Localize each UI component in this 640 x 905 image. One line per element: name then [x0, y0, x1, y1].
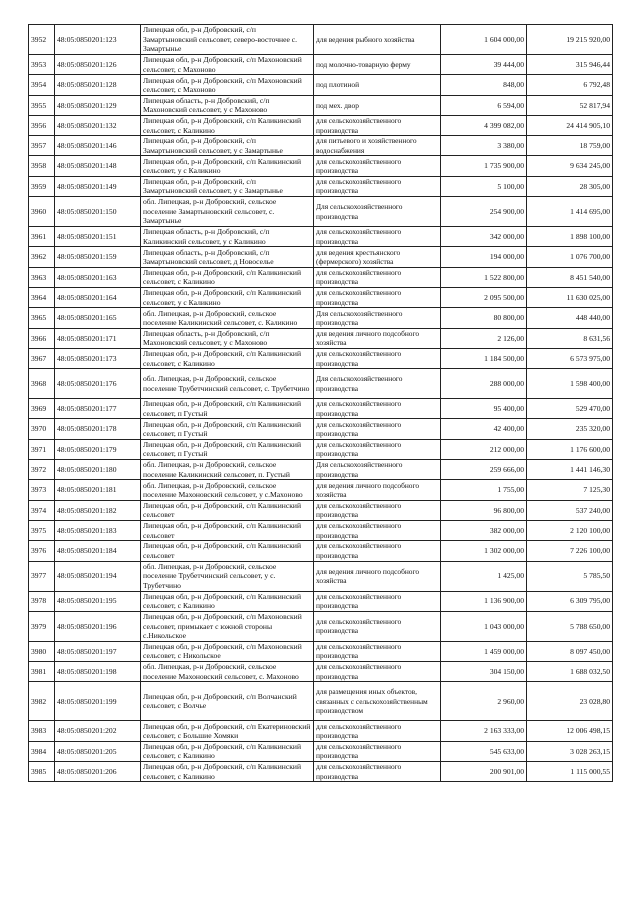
area-cell: 4 399 082,00 — [441, 115, 527, 135]
land-use-cell: для сельскохозяйственного производства — [314, 662, 441, 682]
address-cell: Липецкая область, р-н Добровский, с/п Каликинский сельсовет, у с Каликино — [141, 227, 314, 247]
cadastral-value-cell: 18 759,00 — [527, 136, 613, 156]
table-row — [29, 267, 613, 287]
area-cell: 1 043 000,00 — [441, 611, 527, 641]
area-cell: 212 000,00 — [441, 439, 527, 459]
cadastral-value-cell: 1 176 600,00 — [527, 439, 613, 459]
cadastral-number-cell: 48:05:0850201:149 — [55, 176, 141, 196]
address-cell: Липецкая обл, р-н Добровский, с/п Каликинский сельсовет, п Густый — [141, 439, 314, 459]
land-use-cell: под плотиной — [314, 75, 441, 95]
cadastral-number-cell: 48:05:0850201:165 — [55, 308, 141, 328]
cadastral-number-cell: 48:05:0850201:206 — [55, 762, 141, 782]
area-cell: 288 000,00 — [441, 369, 527, 399]
cadastral-number-cell: 48:05:0850201:196 — [55, 611, 141, 641]
address-cell: обл. Липецкая, р-н Добровский, сельское поселение Каликинский сельсовет, с. Каликино — [141, 308, 314, 328]
cadastral-value-cell: 52 817,94 — [527, 95, 613, 115]
address-cell: обл. Липецкая, р-н Добровский, сельское поселение Махоновский сельсовет, у с.Махоново — [141, 480, 314, 500]
table-row — [29, 662, 613, 682]
area-cell: 259 666,00 — [441, 460, 527, 480]
row-number-cell: 3974 — [29, 500, 55, 520]
address-cell: Липецкая обл, р-н Добровский, с/п Каликинский сельсовет, у с Каликино — [141, 156, 314, 176]
land-use-cell: для питьевого и хозяйственного водоснабжения — [314, 136, 441, 156]
cadastral-value-cell: 23 028,80 — [527, 682, 613, 721]
land-use-cell: для ведения личного подсобного хозяйства — [314, 328, 441, 348]
cadastral-value-cell: 448 440,00 — [527, 308, 613, 328]
row-number-cell: 3954 — [29, 75, 55, 95]
area-cell: 42 400,00 — [441, 419, 527, 439]
area-cell: 342 000,00 — [441, 227, 527, 247]
area-cell: 194 000,00 — [441, 247, 527, 267]
address-cell: Липецкая обл, р-н Добровский, с/п Замартыновский сельсовет, северо-восточнее с. Замартынье — [141, 25, 314, 55]
cadastral-number-cell: 48:05:0850201:205 — [55, 741, 141, 761]
table-row — [29, 460, 613, 480]
land-use-cell: для ведения рыбного хозяйства — [314, 25, 441, 55]
row-number-cell: 3985 — [29, 762, 55, 782]
land-use-cell: для сельскохозяйственного производства — [314, 641, 441, 661]
area-cell: 5 100,00 — [441, 176, 527, 196]
cadastral-number-cell: 48:05:0850201:199 — [55, 682, 141, 721]
land-use-cell: для сельскохозяйственного производства — [314, 287, 441, 307]
area-cell: 1 735 900,00 — [441, 156, 527, 176]
row-number-cell: 3957 — [29, 136, 55, 156]
land-use-cell: для сельскохозяйственного производства — [314, 227, 441, 247]
area-cell: 80 800,00 — [441, 308, 527, 328]
land-use-cell: для сельскохозяйственного производства — [314, 156, 441, 176]
table-row — [29, 762, 613, 782]
address-cell: Липецкая обл, р-н Добровский, с/п Волчанский сельсовет, с Волчье — [141, 682, 314, 721]
row-number-cell: 3977 — [29, 561, 55, 591]
area-cell: 382 000,00 — [441, 520, 527, 540]
cadastral-number-cell: 48:05:0850201:148 — [55, 156, 141, 176]
area-cell: 200 901,00 — [441, 762, 527, 782]
document-page — [28, 24, 612, 782]
address-cell: Липецкая обл, р-н Добровский, с/п Каликинский сельсовет, с Каликино — [141, 348, 314, 368]
address-cell: Липецкая обл, р-н Добровский, с/п Каликинский сельсовет — [141, 541, 314, 561]
row-number-cell: 3956 — [29, 115, 55, 135]
table-row — [29, 541, 613, 561]
land-use-cell: для сельскохозяйственного производства — [314, 520, 441, 540]
address-cell: обл. Липецкая, р-н Добровский, сельское поселение Махоновский сельсовет, с. Махоново — [141, 662, 314, 682]
row-number-cell: 3971 — [29, 439, 55, 459]
cadastral-number-cell: 48:05:0850201:171 — [55, 328, 141, 348]
cadastral-value-cell: 1 898 100,00 — [527, 227, 613, 247]
table-row — [29, 55, 613, 75]
cadastral-number-cell: 48:05:0850201:202 — [55, 721, 141, 741]
cadastral-value-cell: 5 785,50 — [527, 561, 613, 591]
land-use-cell: для сельскохозяйственного производства — [314, 611, 441, 641]
table-row — [29, 520, 613, 540]
address-cell: Липецкая обл, р-н Добровский, с/п Замартыновский сельсовет, у с Замартынье — [141, 136, 314, 156]
cadastral-value-cell: 1 441 146,30 — [527, 460, 613, 480]
land-use-cell: для сельскохозяйственного производства — [314, 762, 441, 782]
cadastral-number-cell: 48:05:0850201:146 — [55, 136, 141, 156]
area-cell: 1 302 000,00 — [441, 541, 527, 561]
table-row — [29, 328, 613, 348]
table-row — [29, 25, 613, 55]
cadastral-number-cell: 48:05:0850201:197 — [55, 641, 141, 661]
row-number-cell: 3955 — [29, 95, 55, 115]
table-row — [29, 348, 613, 368]
area-cell: 304 150,00 — [441, 662, 527, 682]
cadastral-number-cell: 48:05:0850201:194 — [55, 561, 141, 591]
address-cell: Липецкая область, р-н Добровский, с/п Замартыновский сельсовет, д Новоселье — [141, 247, 314, 267]
cadastral-value-cell: 12 006 498,15 — [527, 721, 613, 741]
table-row — [29, 287, 613, 307]
area-cell: 96 800,00 — [441, 500, 527, 520]
cadastral-number-cell: 48:05:0850201:180 — [55, 460, 141, 480]
cadastral-number-cell: 48:05:0850201:159 — [55, 247, 141, 267]
cadastral-value-cell: 8 631,56 — [527, 328, 613, 348]
land-use-cell: для сельскохозяйственного производства — [314, 439, 441, 459]
table-row — [29, 641, 613, 661]
area-cell: 1 184 500,00 — [441, 348, 527, 368]
land-use-cell: для сельскохозяйственного производства — [314, 500, 441, 520]
area-cell: 1 755,00 — [441, 480, 527, 500]
land-use-cell: Для сельскохозяйственного производства — [314, 369, 441, 399]
cadastral-value-cell: 537 240,00 — [527, 500, 613, 520]
table-row — [29, 682, 613, 721]
address-cell: Липецкая обл, р-н Добровский, с/п Каликинский сельсовет, п Густый — [141, 399, 314, 419]
cadastral-value-cell: 5 788 650,00 — [527, 611, 613, 641]
area-cell: 254 900,00 — [441, 197, 527, 227]
cadastral-value-cell: 6 309 795,00 — [527, 591, 613, 611]
address-cell: Липецкая обл, р-н Добровский, с/п Каликинский сельсовет, у с Каликино — [141, 287, 314, 307]
row-number-cell: 3952 — [29, 25, 55, 55]
area-cell: 1 459 000,00 — [441, 641, 527, 661]
cadastral-number-cell: 48:05:0850201:150 — [55, 197, 141, 227]
address-cell: Липецкая обл, р-н Добровский, с/п Каликинский сельсовет, п Густый — [141, 419, 314, 439]
area-cell: 1 425,00 — [441, 561, 527, 591]
cadastral-value-cell: 24 414 905,10 — [527, 115, 613, 135]
table-row — [29, 156, 613, 176]
cadastral-number-cell: 48:05:0850201:132 — [55, 115, 141, 135]
cadastral-value-cell: 19 215 920,00 — [527, 25, 613, 55]
row-number-cell: 3965 — [29, 308, 55, 328]
table-row — [29, 95, 613, 115]
address-cell: обл. Липецкая, р-н Добровский, сельское поселение Замартыновский сельсовет, с. Замартынье — [141, 197, 314, 227]
area-cell: 95 400,00 — [441, 399, 527, 419]
table-row — [29, 439, 613, 459]
row-number-cell: 3976 — [29, 541, 55, 561]
area-cell: 6 594,00 — [441, 95, 527, 115]
cadastral-value-cell: 1 076 700,00 — [527, 247, 613, 267]
cadastral-value-cell: 1 414 695,00 — [527, 197, 613, 227]
address-cell: Липецкая обл, р-н Добровский, с/п Каликинский сельсовет, с Каликино — [141, 762, 314, 782]
address-cell: Липецкая область, р-н Добровский, с/п Махоновский сельсовет, у с Махоново — [141, 95, 314, 115]
address-cell: обл. Липецкая, р-н Добровский, сельское поселение Трубетчинский сельсовет, у с. Трубетчино — [141, 561, 314, 591]
row-number-cell: 3961 — [29, 227, 55, 247]
table-row — [29, 247, 613, 267]
cadastral-value-cell: 6 792,48 — [527, 75, 613, 95]
cadastral-number-cell: 48:05:0850201:184 — [55, 541, 141, 561]
cadastral-value-cell: 7 226 100,00 — [527, 541, 613, 561]
cadastral-number-cell: 48:05:0850201:151 — [55, 227, 141, 247]
area-cell: 2 095 500,00 — [441, 287, 527, 307]
table-row — [29, 611, 613, 641]
cadastral-value-cell: 315 946,44 — [527, 55, 613, 75]
land-use-cell: для сельскохозяйственного производства — [314, 176, 441, 196]
cadastral-number-cell: 48:05:0850201:126 — [55, 55, 141, 75]
row-number-cell: 3963 — [29, 267, 55, 287]
row-number-cell: 3981 — [29, 662, 55, 682]
row-number-cell: 3969 — [29, 399, 55, 419]
address-cell: Липецкая обл, р-н Добровский, с/п Екатериновский сельсовет, с Большие Хомяки — [141, 721, 314, 741]
table-row — [29, 561, 613, 591]
row-number-cell: 3964 — [29, 287, 55, 307]
table-row — [29, 176, 613, 196]
table-row — [29, 480, 613, 500]
land-use-cell: Для сельскохозяйственного производства — [314, 460, 441, 480]
cadastral-value-cell: 1 688 032,50 — [527, 662, 613, 682]
cadastral-value-cell: 1 115 000,55 — [527, 762, 613, 782]
row-number-cell: 3958 — [29, 156, 55, 176]
cadastral-value-cell: 235 320,00 — [527, 419, 613, 439]
table-row — [29, 721, 613, 741]
address-cell: Липецкая обл, р-н Добровский, с/п Замартыновский сельсовет, у с Замартынье — [141, 176, 314, 196]
area-cell: 3 380,00 — [441, 136, 527, 156]
row-number-cell: 3979 — [29, 611, 55, 641]
table-row — [29, 419, 613, 439]
land-use-cell: для ведения личного подсобного хозяйства — [314, 561, 441, 591]
land-use-cell: для сельскохозяйственного производства — [314, 348, 441, 368]
land-use-cell: для сельскохозяйственного производства — [314, 721, 441, 741]
address-cell: Липецкая обл, р-н Добровский, с/п Махоновский сельсовет, с Махоново — [141, 55, 314, 75]
cadastral-value-cell: 9 634 245,00 — [527, 156, 613, 176]
row-number-cell: 3982 — [29, 682, 55, 721]
land-use-cell: Для сельскохозяйственного производства — [314, 197, 441, 227]
row-number-cell: 3960 — [29, 197, 55, 227]
land-plots-table — [28, 24, 613, 782]
cadastral-number-cell: 48:05:0850201:129 — [55, 95, 141, 115]
land-use-cell: Для сельскохозяйственного производства — [314, 308, 441, 328]
land-use-cell: под мех. двор — [314, 95, 441, 115]
land-use-cell: под молочно-товарную ферму — [314, 55, 441, 75]
cadastral-number-cell: 48:05:0850201:181 — [55, 480, 141, 500]
area-cell: 2 163 333,00 — [441, 721, 527, 741]
area-cell: 1 136 900,00 — [441, 591, 527, 611]
table-row — [29, 308, 613, 328]
row-number-cell: 3984 — [29, 741, 55, 761]
area-cell: 545 633,00 — [441, 741, 527, 761]
cadastral-number-cell: 48:05:0850201:178 — [55, 419, 141, 439]
cadastral-number-cell: 48:05:0850201:177 — [55, 399, 141, 419]
cadastral-number-cell: 48:05:0850201:173 — [55, 348, 141, 368]
address-cell: Липецкая обл, р-н Добровский, с/п Каликинский сельсовет — [141, 500, 314, 520]
address-cell: Липецкая обл, р-н Добровский, с/п Махоновский сельсовет, с Никольское — [141, 641, 314, 661]
row-number-cell: 3959 — [29, 176, 55, 196]
area-cell: 39 444,00 — [441, 55, 527, 75]
cadastral-value-cell: 28 305,00 — [527, 176, 613, 196]
address-cell: Липецкая обл, р-н Добровский, с/п Каликинский сельсовет — [141, 520, 314, 540]
row-number-cell: 3967 — [29, 348, 55, 368]
cadastral-value-cell: 1 598 400,00 — [527, 369, 613, 399]
table-row — [29, 227, 613, 247]
row-number-cell: 3983 — [29, 721, 55, 741]
area-cell: 1 522 800,00 — [441, 267, 527, 287]
address-cell: Липецкая обл, р-н Добровский, с/п Каликинский сельсовет, с Каликино — [141, 741, 314, 761]
land-use-cell: для сельскохозяйственного производства — [314, 115, 441, 135]
row-number-cell: 3978 — [29, 591, 55, 611]
land-use-cell: для сельскохозяйственного производства — [314, 419, 441, 439]
address-cell: обл. Липецкая, р-н Добровский, сельское поселение Каликинский сельсовет, п. Густый — [141, 460, 314, 480]
cadastral-number-cell: 48:05:0850201:195 — [55, 591, 141, 611]
table-row — [29, 197, 613, 227]
cadastral-value-cell: 11 630 025,00 — [527, 287, 613, 307]
cadastral-value-cell: 2 120 100,00 — [527, 520, 613, 540]
cadastral-number-cell: 48:05:0850201:198 — [55, 662, 141, 682]
cadastral-value-cell: 6 573 975,00 — [527, 348, 613, 368]
row-number-cell: 3968 — [29, 369, 55, 399]
cadastral-number-cell: 48:05:0850201:128 — [55, 75, 141, 95]
row-number-cell: 3962 — [29, 247, 55, 267]
area-cell: 848,00 — [441, 75, 527, 95]
cadastral-number-cell: 48:05:0850201:183 — [55, 520, 141, 540]
cadastral-value-cell: 8 097 450,00 — [527, 641, 613, 661]
cadastral-value-cell: 8 451 540,00 — [527, 267, 613, 287]
cadastral-value-cell: 3 028 263,15 — [527, 741, 613, 761]
cadastral-number-cell: 48:05:0850201:179 — [55, 439, 141, 459]
row-number-cell: 3970 — [29, 419, 55, 439]
row-number-cell: 3953 — [29, 55, 55, 75]
table-row — [29, 399, 613, 419]
land-use-cell: для размещения иных объектов, связанных с сельскохозяйственным производством — [314, 682, 441, 721]
land-use-cell: для ведения личного подсобного хозяйства — [314, 480, 441, 500]
area-cell: 2 960,00 — [441, 682, 527, 721]
address-cell: Липецкая обл, р-н Добровский, с/п Каликинский сельсовет, с Каликино — [141, 115, 314, 135]
address-cell: Липецкая обл, р-н Добровский, с/п Махоновский сельсовет, с Махоново — [141, 75, 314, 95]
land-use-cell: для сельскохозяйственного производства — [314, 741, 441, 761]
area-cell: 1 604 000,00 — [441, 25, 527, 55]
land-use-cell: для ведения крестьянского (фермерского) хозяйства — [314, 247, 441, 267]
address-cell: Липецкая обл, р-н Добровский, с/п Каликинский сельсовет, с Каликино — [141, 591, 314, 611]
address-cell: Липецкая область, р-н Добровский, с/п Махоновский сельсовет, у с Махоново — [141, 328, 314, 348]
cadastral-number-cell: 48:05:0850201:123 — [55, 25, 141, 55]
land-use-cell: для сельскохозяйственного производства — [314, 541, 441, 561]
row-number-cell: 3973 — [29, 480, 55, 500]
address-cell: Липецкая обл, р-н Добровский, с/п Махоновский сельсовет, примыкает с южной стороны с.Никольское — [141, 611, 314, 641]
table-row — [29, 75, 613, 95]
row-number-cell: 3966 — [29, 328, 55, 348]
row-number-cell: 3980 — [29, 641, 55, 661]
cadastral-number-cell: 48:05:0850201:163 — [55, 267, 141, 287]
table-row — [29, 500, 613, 520]
cadastral-value-cell: 529 470,00 — [527, 399, 613, 419]
address-cell: Липецкая обл, р-н Добровский, с/п Каликинский сельсовет, с Каликино — [141, 267, 314, 287]
table-body — [29, 25, 613, 782]
cadastral-number-cell: 48:05:0850201:182 — [55, 500, 141, 520]
area-cell: 2 126,00 — [441, 328, 527, 348]
cadastral-number-cell: 48:05:0850201:176 — [55, 369, 141, 399]
row-number-cell: 3975 — [29, 520, 55, 540]
row-number-cell: 3972 — [29, 460, 55, 480]
land-use-cell: для сельскохозяйственного производства — [314, 591, 441, 611]
table-row — [29, 115, 613, 135]
table-row — [29, 591, 613, 611]
cadastral-number-cell: 48:05:0850201:164 — [55, 287, 141, 307]
land-use-cell: для сельскохозяйственного производства — [314, 399, 441, 419]
cadastral-value-cell: 7 125,30 — [527, 480, 613, 500]
table-row — [29, 741, 613, 761]
address-cell: обл. Липецкая, р-н Добровский, сельское поселение Трубетчинский сельсовет, с. Трубетчино — [141, 369, 314, 399]
land-use-cell: для сельскохозяйственного производства — [314, 267, 441, 287]
table-row — [29, 136, 613, 156]
table-row — [29, 369, 613, 399]
